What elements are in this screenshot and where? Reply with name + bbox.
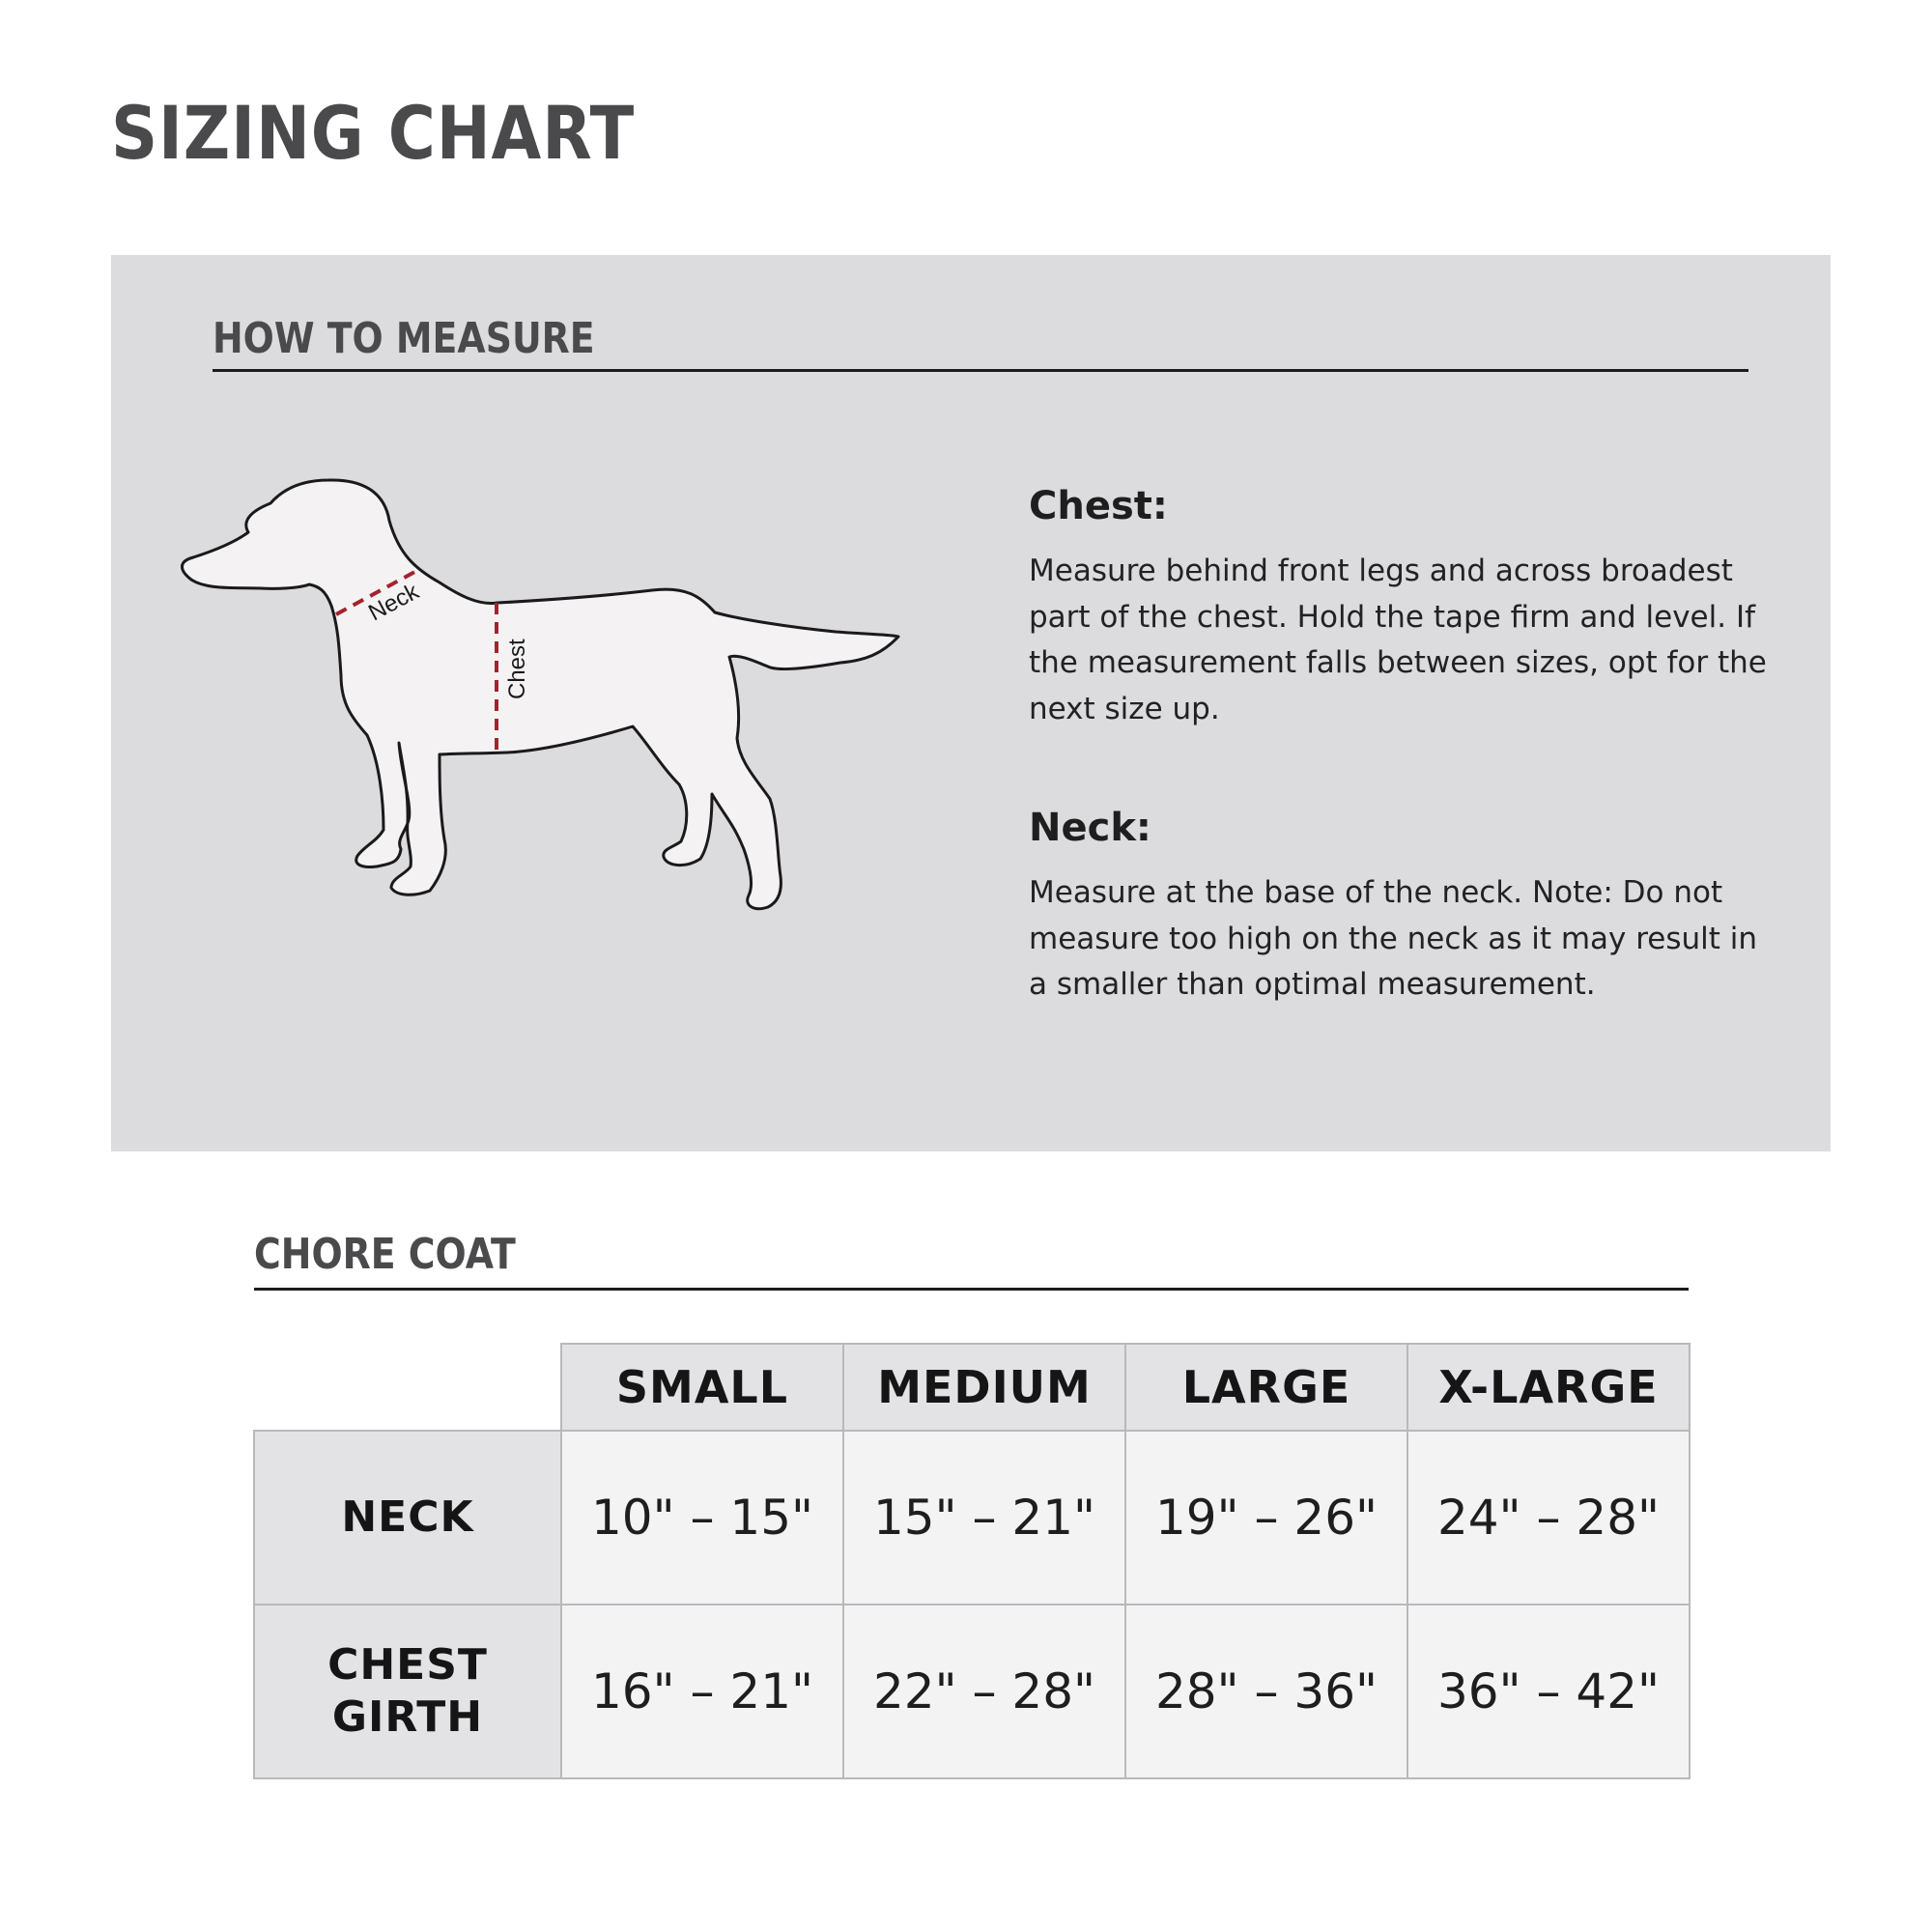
how-to-measure-rule — [213, 369, 1748, 372]
column-header-x-large: X-LARGE — [1407, 1344, 1690, 1431]
table-row — [254, 1605, 1690, 1778]
row-header-girth-label: GIRTH — [331, 1692, 484, 1742]
how-to-measure-panel — [111, 255, 1831, 1151]
chest-large-cell: 28" – 36" — [1125, 1605, 1407, 1778]
chest-instructions — [1029, 484, 1782, 732]
table-header-row — [254, 1344, 1690, 1431]
chest-body: Measure behind front legs and across broadest part of the chest. Hold the tape firm and level. If the measurement falls between sizes, opt for the next size up. — [1029, 554, 1767, 726]
row-header-chest-label: CHEST — [327, 1640, 488, 1690]
table-corner — [254, 1344, 561, 1431]
table-row — [254, 1431, 1690, 1605]
page-title: SIZING CHART — [111, 90, 636, 176]
neck-label: Neck — [364, 578, 424, 627]
neck-body: Measure at the base of the neck. Note: Do not measure too high on the neck as it may result in a smaller than optimal measurement. — [1029, 875, 1758, 1002]
chore-coat-rule — [254, 1288, 1689, 1291]
chest-x-large-cell: 36" – 42" — [1407, 1605, 1690, 1778]
row-header-neck-label: NECK — [341, 1492, 474, 1542]
neck-small-cell: 10" – 15" — [561, 1431, 843, 1605]
chest-medium-cell: 22" – 28" — [843, 1605, 1125, 1778]
dog-measurement-diagram — [159, 453, 990, 1033]
neck-instructions — [1029, 806, 1782, 1009]
chore-coat-heading: CHORE COAT — [254, 1230, 516, 1279]
size-table — [253, 1343, 1690, 1779]
row-header-chest-girth — [254, 1605, 561, 1778]
neck-x-large-cell: 24" – 28" — [1407, 1431, 1690, 1605]
neck-medium-cell: 15" – 21" — [843, 1431, 1125, 1605]
column-header-medium: MEDIUM — [843, 1344, 1125, 1431]
column-header-small: SMALL — [561, 1344, 843, 1431]
how-to-measure-heading: HOW TO MEASURE — [213, 314, 595, 363]
column-header-large: LARGE — [1125, 1344, 1407, 1431]
chest-title: Chest: — [1029, 484, 1168, 528]
chest-label: Chest — [504, 639, 530, 699]
neck-title: Neck: — [1029, 806, 1151, 850]
chest-small-cell: 16" – 21" — [561, 1605, 843, 1778]
neck-large-cell: 19" – 26" — [1125, 1431, 1407, 1605]
row-header-neck — [254, 1431, 561, 1605]
dog-silhouette — [182, 480, 898, 909]
